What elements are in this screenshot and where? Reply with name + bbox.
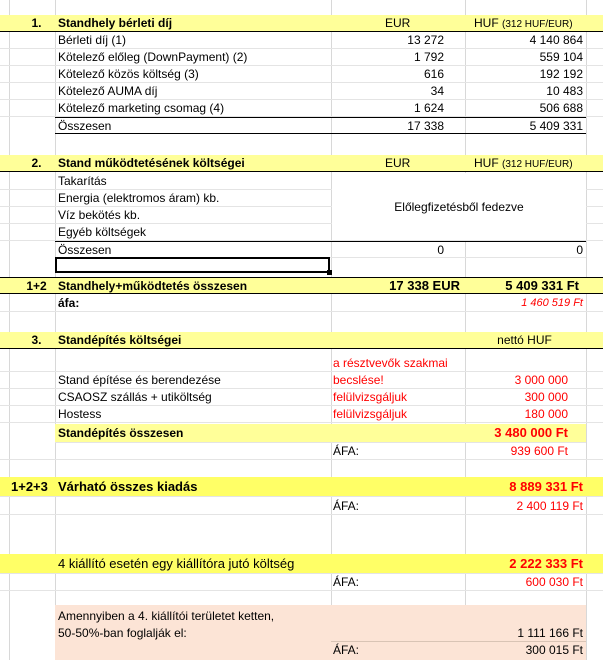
vat-value: 2 400 119 Ft bbox=[516, 499, 583, 513]
subtotal-1-2 bbox=[0, 277, 603, 294]
section-3-header bbox=[0, 332, 603, 349]
per-exhibitor-cost bbox=[0, 554, 603, 574]
section-number: 1. bbox=[31, 16, 42, 30]
per-exhibitor-value: 2 222 333 Ft bbox=[509, 556, 583, 571]
row-label: Víz bekötés kb. bbox=[58, 208, 141, 222]
table-row bbox=[0, 32, 603, 49]
vat-label: ÁFA: bbox=[333, 499, 360, 513]
row-huf: 10 483 bbox=[546, 84, 583, 98]
vat-label: ÁFA: bbox=[333, 643, 360, 657]
row-label: Kötelező AUMA díj bbox=[58, 84, 158, 98]
column-huf: HUF (312 HUF/EUR) bbox=[474, 16, 573, 30]
row-huf: 4 140 864 bbox=[529, 33, 583, 47]
vat-label: ÁFA: bbox=[333, 444, 360, 458]
row-label: Takarítás bbox=[58, 174, 107, 188]
split-box bbox=[55, 605, 586, 660]
row-eur: 1 792 bbox=[413, 50, 444, 64]
row-eur: 34 bbox=[430, 84, 444, 98]
column-net-huf: nettó HUF bbox=[497, 333, 552, 347]
selected-cell[interactable] bbox=[55, 257, 330, 273]
vat-label: ÁFA: bbox=[333, 575, 360, 589]
subtotal-label: Standhely+működtetés összesen bbox=[58, 279, 248, 293]
column-huf: HUF (312 HUF/EUR) bbox=[474, 156, 573, 170]
table-row bbox=[0, 100, 603, 117]
total-huf: 0 bbox=[576, 243, 583, 257]
row-label: Kötelező előleg (DownPayment) (2) bbox=[58, 50, 248, 64]
section-1-total bbox=[55, 117, 586, 134]
table-row bbox=[0, 406, 603, 423]
grand-total bbox=[0, 477, 603, 497]
section-2-total bbox=[55, 241, 586, 258]
table-row bbox=[0, 389, 603, 406]
covered-note-text: Előlegfizetésből fedezve bbox=[394, 199, 524, 214]
row-note: a résztvevők szakmai bbox=[333, 356, 448, 370]
section-3-total bbox=[55, 424, 586, 443]
table-row bbox=[0, 49, 603, 66]
table-row bbox=[0, 66, 603, 83]
vat-value: 939 600 Ft bbox=[510, 444, 568, 458]
row-huf: 192 192 bbox=[539, 67, 583, 81]
covered-note bbox=[332, 173, 586, 240]
subtotal-eur: 17 338 EUR bbox=[389, 278, 460, 293]
row-huf: 559 104 bbox=[539, 50, 583, 64]
row-eur: 13 272 bbox=[407, 33, 444, 47]
split-value: 1 111 166 Ft bbox=[517, 626, 583, 640]
row-label: Energia (elektromos áram) kb. bbox=[58, 191, 220, 205]
subtotal-huf: 5 409 331 Ft bbox=[505, 278, 579, 293]
vat-label: áfa: bbox=[58, 296, 80, 310]
row-label: Stand építése és berendezése bbox=[58, 373, 221, 387]
per-exhibitor-label: 4 kiállító esetén egy kiállítóra jutó költség bbox=[58, 556, 295, 571]
section-title: Standépítés költségei bbox=[58, 333, 182, 347]
row-label: CSAOSZ szállás + utiköltség bbox=[58, 390, 212, 404]
grand-total-label: Várható összes kiadás bbox=[58, 479, 198, 494]
fill-handle[interactable] bbox=[327, 270, 332, 275]
section-number: 1+2 bbox=[26, 279, 47, 293]
section-number: 2. bbox=[31, 156, 42, 170]
row-label: Kötelező közös költség (3) bbox=[58, 67, 199, 81]
vat-row bbox=[0, 498, 603, 515]
total-label: Összesen bbox=[58, 119, 112, 133]
total-value: 3 480 000 Ft bbox=[494, 425, 568, 440]
vat-row bbox=[0, 443, 603, 460]
section-number: 3. bbox=[31, 333, 42, 347]
vat-row bbox=[0, 574, 603, 591]
row-note: felülvizsgáljuk bbox=[333, 407, 408, 421]
row-label: Egyéb költségek bbox=[58, 225, 147, 239]
vat-value: 600 030 Ft bbox=[525, 575, 583, 589]
column-eur: EUR bbox=[385, 16, 411, 30]
row-value: 3 000 000 bbox=[514, 373, 568, 387]
row-note: becslése! bbox=[333, 373, 384, 387]
row-huf: 506 688 bbox=[539, 101, 583, 115]
section-title: Stand működtetésének költségei bbox=[58, 156, 245, 170]
section-title: Standhely bérleti díj bbox=[58, 16, 173, 30]
table-row bbox=[0, 372, 603, 389]
section-1-header bbox=[0, 15, 603, 32]
divider bbox=[331, 641, 586, 642]
row-label: Hostess bbox=[58, 407, 102, 421]
table-row bbox=[0, 355, 603, 372]
split-text-line-2: 50-50%-ban foglalják el: bbox=[58, 626, 187, 640]
total-label: Összesen bbox=[58, 243, 112, 257]
section-number: 1+2+3 bbox=[11, 479, 48, 494]
row-label: Kötelező marketing csomag (4) bbox=[58, 101, 225, 115]
row-value: 300 000 bbox=[524, 390, 568, 404]
total-huf: 5 409 331 bbox=[529, 119, 583, 133]
split-text-line-1: Amennyiben a 4. kiállítói területet ketten, bbox=[58, 609, 275, 623]
row-eur: 1 624 bbox=[413, 101, 444, 115]
table-row bbox=[0, 83, 603, 100]
grand-total-value: 8 889 331 Ft bbox=[509, 479, 583, 494]
vat-value: 300 015 Ft bbox=[525, 643, 583, 657]
row-note: felülvizsgáljuk bbox=[333, 390, 408, 404]
row-label: Bérleti díj (1) bbox=[58, 33, 127, 47]
section-2-header bbox=[0, 155, 603, 172]
column-eur: EUR bbox=[385, 156, 411, 170]
vat-value: 1 460 519 Ft bbox=[521, 297, 583, 309]
total-label: Standépítés összesen bbox=[58, 426, 184, 440]
vat-row bbox=[0, 295, 603, 312]
row-eur: 616 bbox=[423, 67, 444, 81]
total-eur: 0 bbox=[437, 243, 444, 257]
row-value: 180 000 bbox=[524, 407, 568, 421]
total-eur: 17 338 bbox=[407, 119, 444, 133]
